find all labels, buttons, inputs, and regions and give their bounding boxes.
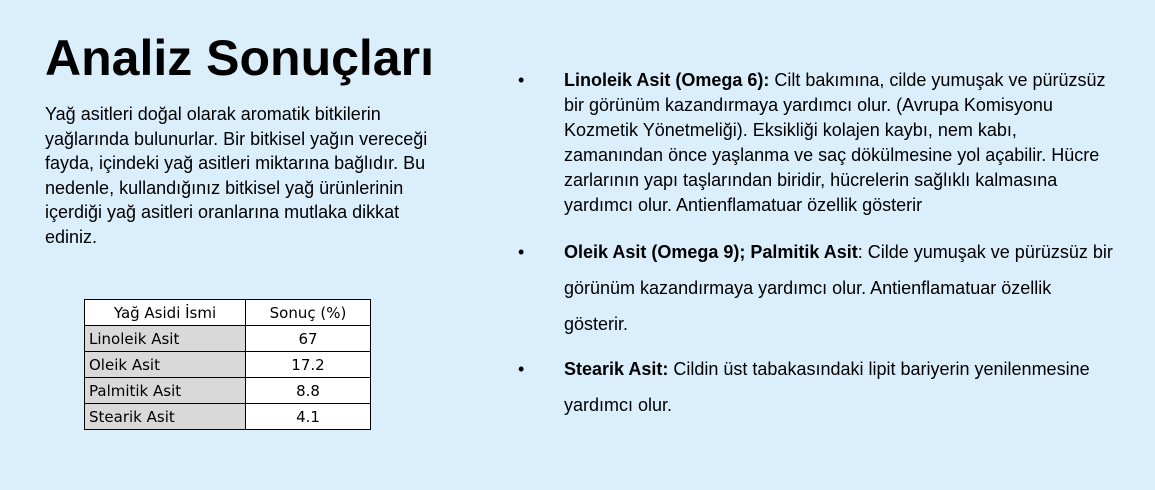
- bullet-text: Cilt bakımına, cilde yumuşak ve pürüzsüz bir görünüm kazandırmaya yardımcı olur. (Avrupa Komisyonu Kozmetik Yönetmeliği). Eksikliği kolajen kaybı, nem kabı, zamanından önce yaşlanma ve saç dökülmesine yol açabilir. Hücre zarlarının yapı taşlarından biridir, hücrelerin sağlıklı kalmasına yardımcı olur. Antienflamatuar özellik gösterir: [564, 70, 1106, 215]
- acid-value-cell: 17.2: [246, 352, 371, 378]
- bullet-heading: Stearik Asit:: [564, 359, 669, 379]
- table-row: [85, 326, 371, 352]
- acid-value-cell: 4.1: [246, 404, 371, 430]
- column-header-name: Yağ Asidi İsmi: [85, 300, 246, 326]
- intro-paragraph: Yağ asitleri doğal olarak aromatik bitkilerin yağlarında bulunurlar. Bir bitkisel yağın vereceği fayda, içindeki yağ asitleri miktarına bağlıdır. Bu nedenle, kullandığınız bitkisel yağ ürünlerinin içerdiği yağ asitleri oranlarına mutlaka dikkat ediniz.: [45, 104, 428, 247]
- acid-name-cell: Oleik Asit: [85, 352, 246, 378]
- table-row: [85, 378, 371, 404]
- bullet-heading: Oleik Asit (Omega 9); Palmitik Asit: [564, 242, 858, 262]
- list-item: [515, 68, 1115, 218]
- acid-value-cell: 67: [246, 326, 371, 352]
- acid-name-cell: Linoleik Asit: [85, 326, 246, 352]
- bullet-icon: •: [518, 242, 525, 262]
- page-title: Analiz Sonuçları: [45, 30, 434, 86]
- list-item: [515, 351, 1115, 423]
- acid-name-cell: Stearik Asit: [85, 404, 246, 430]
- table-header-row: [85, 300, 371, 326]
- fatty-acid-benefits-list: [515, 68, 1115, 423]
- bullet-icon: •: [518, 70, 525, 90]
- bullet-heading: Linoleik Asit (Omega 6):: [564, 70, 770, 90]
- bullet-text: Cildin üst tabakasındaki lipit bariyerin yenilenmesine yardımcı olur.: [564, 359, 1090, 415]
- bullet-text: : Cilde yumuşak ve pürüzsüz bir görünüm kazandırmaya yardımcı olur. Antienflamatuar özellik gösterir.: [564, 242, 1113, 334]
- table-row: [85, 404, 371, 430]
- table-row: [85, 352, 371, 378]
- list-item: [515, 234, 1115, 342]
- bullet-icon: •: [518, 359, 525, 379]
- acid-value-cell: 8.8: [246, 378, 371, 404]
- column-header-result: Sonuç (%): [246, 300, 371, 326]
- fatty-acid-results-table: [84, 299, 371, 430]
- acid-name-cell: Palmitik Asit: [85, 378, 246, 404]
